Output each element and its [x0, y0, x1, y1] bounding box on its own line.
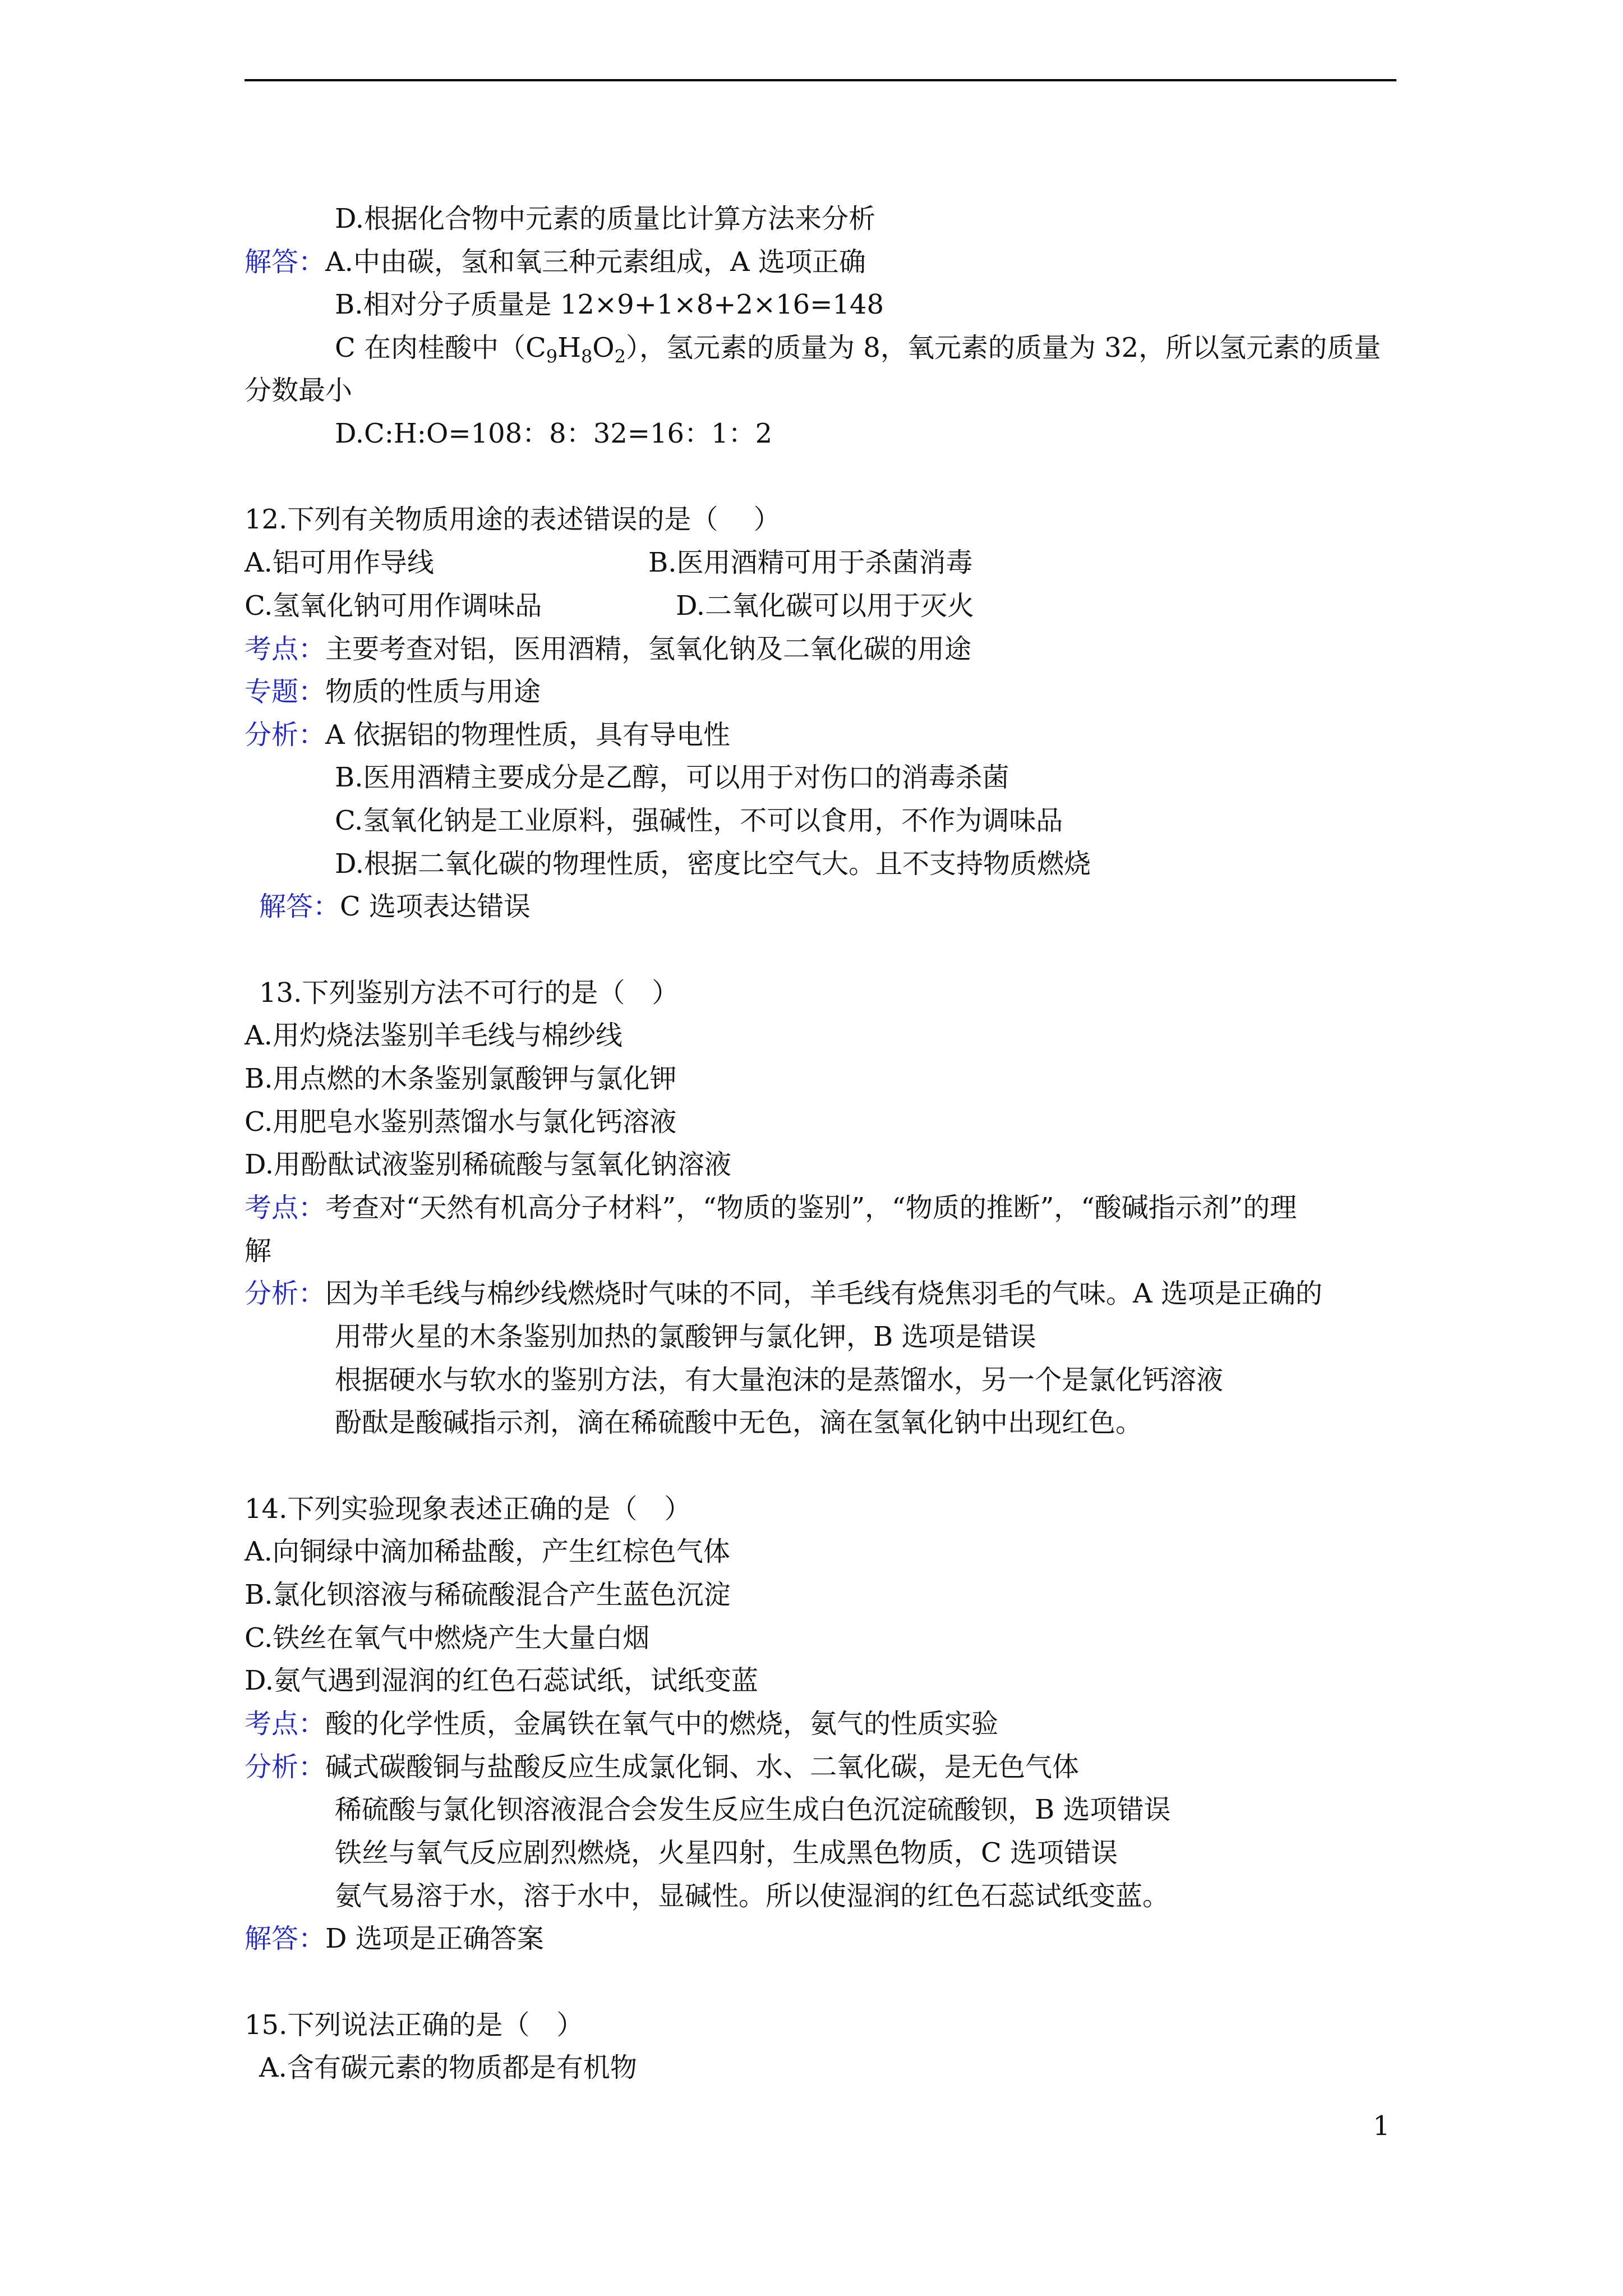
answer-tag: 解答：	[245, 246, 326, 278]
answer-tag: 解答：	[245, 1923, 326, 1954]
q14-fenxi-3: 铁丝与氧气反应剧烈燃烧，火星四射，生成黑色物质，C 选项错误	[335, 1837, 1118, 1869]
fenxi-tag: 分析：	[245, 1751, 326, 1783]
q13-option-b: B.用点燃的木条鉴别氯酸钾与氯化钾	[245, 1063, 677, 1094]
kaodian-tag: 考点：	[245, 1192, 326, 1223]
q11-answer-d: D.C:H:O=108：8：32=16：1：2	[335, 418, 773, 449]
q13-fenxi-3: 根据硬水与软水的鉴别方法，有大量泡沫的是蒸馏水，另一个是氯化钙溶液	[335, 1364, 1224, 1396]
q14-option-a: A.向铜绿中滴加稀盐酸，产生红棕色气体	[245, 1536, 730, 1567]
q13-kaodian: 考点：考查对“天然有机高分子材料”，“物质的鉴别”，“物质的推断”，“酸碱指示剂”的理	[245, 1192, 1297, 1223]
page-number: 1	[1373, 2110, 1390, 2142]
fenxi-tag: 分析：	[245, 1278, 326, 1309]
q13-fenxi-4: 酚酞是酸碱指示剂，滴在稀硫酸中无色，滴在氢氧化钠中出现红色。	[335, 1407, 1143, 1438]
q13-option-a: A.用灼烧法鉴别羊毛线与棉纱线	[245, 1020, 623, 1051]
q11-answer-c-line: C 在肉桂酸中$(C_9H_8O_2)$，氢元素的质量为 8，氧元素的质量为 32，所以氢元素的质量	[335, 332, 1381, 367]
header-rule	[245, 79, 1396, 81]
q15-question: 15.下列说法正确的是（ ）	[245, 2009, 584, 2041]
q13-question: 13.下列鉴别方法不可行的是（ ）	[259, 977, 679, 1009]
q12-fenxi: 分析：A 依据铝的物理性质，具有导电性	[245, 719, 730, 751]
q11-answer-line-a	[245, 245, 866, 279]
q13-kaodian-cont: 解	[245, 1235, 272, 1267]
q15-option-a: A.含有碳元素的物质都是有机物	[259, 2052, 637, 2083]
q13-option-c: C.用肥皂水鉴别蒸馏水与氯化钙溶液	[245, 1106, 677, 1138]
q12-fenxi-d: D.根据二氧化碳的物理性质，密度比空气大。且不支持物质燃烧	[335, 848, 1091, 880]
q14-answer: 解答：D 选项是正确答案	[245, 1923, 544, 1954]
q12-question: 12.下列有关物质用途的表述错误的是（ ）	[245, 504, 781, 535]
q12-answer: 解答：C 选项表达错误	[259, 891, 531, 922]
q12-option-a: A.铝可用作导线	[245, 547, 434, 578]
q14-fenxi-4: 氨气易溶于水，溶于水中，显碱性。所以使湿润的红色石蕊试纸变蓝。	[335, 1880, 1170, 1912]
q14-option-c: C.铁丝在氧气中燃烧产生大量白烟	[245, 1622, 650, 1654]
kaodian-tag: 考点：	[245, 633, 326, 665]
q12-fenxi-c: C.氢氧化钠是工业原料，强碱性，不可以食用，不作为调味品	[335, 805, 1063, 836]
answer-tag: 解答：	[259, 891, 340, 922]
q12-kaodian: 考点：主要考查对铝，医用酒精，氢氧化钠及二氧化碳的用途	[245, 633, 972, 665]
q11-answer-c-cont: 分数最小	[245, 375, 353, 406]
q14-option-b: B.氯化钡溶液与稀硫酸混合产生蓝色沉淀	[245, 1579, 731, 1611]
q12-zhuanti: 专题：物质的性质与用途	[245, 676, 541, 707]
q11-answer-a: A.中由碳，氢和氧三种元素组成，A 选项正确	[325, 246, 866, 278]
q12-fenxi-b: B.医用酒精主要成分是乙醇，可以用于对伤口的消毒杀菌	[335, 762, 1009, 793]
q14-question: 14.下列实验现象表述正确的是（ ）	[245, 1493, 691, 1525]
q13-fenxi-2: 用带火星的木条鉴别加热的氯酸钾与氯化钾，B 选项是错误	[335, 1321, 1036, 1352]
fenxi-tag: 分析：	[245, 719, 326, 751]
q11-answer-b: B.相对分子质量是 12×9+1×8+2×16=148	[335, 289, 884, 320]
kaodian-tag: 考点：	[245, 1708, 326, 1740]
q14-fenxi-2: 稀硫酸与氯化钡溶液混合会发生反应生成白色沉淀硫酸钡，B 选项错误	[335, 1794, 1171, 1825]
q14-fenxi: 分析：碱式碳酸铜与盐酸反应生成氯化铜、水、二氧化碳，是无色气体	[245, 1751, 1080, 1783]
q12-option-d: D.二氧化碳可以用于灭火	[676, 590, 975, 622]
q12-option-c: C.氢氧化钠可用作调味品	[245, 590, 542, 622]
q12-option-b: B.医用酒精可用于杀菌消毒	[648, 547, 973, 578]
q13-option-d: D.用酚酞试液鉴别稀硫酸与氢氧化钠溶液	[245, 1149, 732, 1180]
q13-fenxi: 分析：因为羊毛线与棉纱线燃烧时气味的不同，羊毛线有烧焦羽毛的气味。A 选项是正确的	[245, 1278, 1322, 1309]
zhuanti-tag: 专题：	[245, 676, 326, 707]
q14-option-d: D.氨气遇到湿润的红色石蕊试纸，试纸变蓝	[245, 1665, 759, 1696]
q14-kaodian: 考点：酸的化学性质，金属铁在氧气中的燃烧，氨气的性质实验	[245, 1708, 999, 1740]
q11-analysis-d: D.根据化合物中元素的质量比计算方法来分析	[335, 203, 876, 234]
